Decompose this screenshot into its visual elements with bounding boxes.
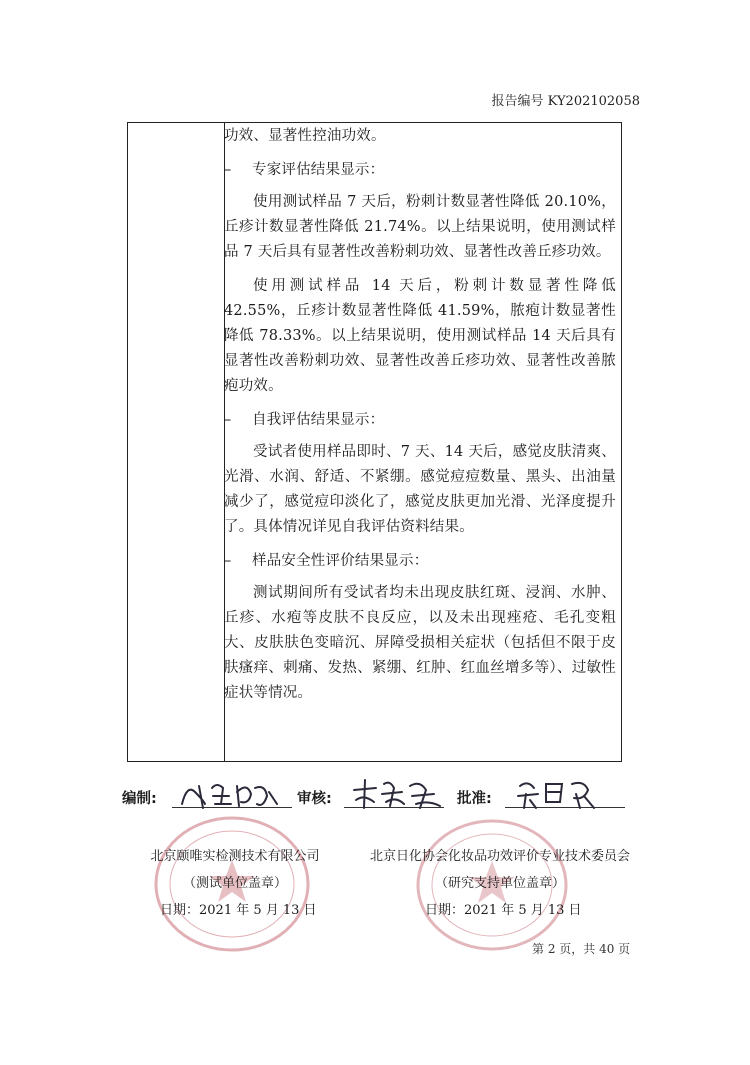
bullet-dash: – (224, 553, 232, 569)
association-name: 北京日化协会化妆品功效评价专业技术委员会 (369, 849, 630, 864)
results-content (224, 124, 616, 715)
section-heading-safety (224, 549, 616, 574)
safety-paragraph: 测试期间所有受试者均未出现皮肤红斑、浸润、水肿、丘疹、水疱等皮肤不良反应，以及未出现痤疮、毛孔变粗大、皮肤肤色变暗沉、屏障受损相关症状（包括但不限于皮肤瘙痒、刺痛、发热、紧绷、红肿、红血丝增多等）、过敏性症状等情况。 (224, 585, 616, 701)
testing-company-block (140, 845, 330, 918)
approve-label: 批准: (457, 791, 492, 807)
intro-line: 功效、显著性控油功效。 (224, 128, 386, 144)
review-label: 审核: (297, 791, 332, 807)
testing-company-date: 日期：2021 年 5 月 13 日 (160, 903, 317, 918)
self-paragraph: 受试者使用样品即时、7 天、14 天后，感觉皮肤清爽、光滑、水润、舒适、不紧绷。感觉痘痘数量、黑头、出油量减少了，感觉痘印淡化了，感觉皮肤更加光滑、光泽度提升了。具体情况详见自我评估资料结果。 (224, 444, 616, 535)
section-title: 专家评估结果显示： (252, 162, 385, 178)
page-number: 第 2 页，共 40 页 (532, 942, 631, 956)
association-block (360, 845, 640, 918)
bullet-dash: – (224, 412, 232, 428)
testing-company-role: （测试单位盖章） (182, 876, 287, 891)
section-title: 自我评估结果显示： (252, 412, 385, 428)
bullet-dash: – (224, 162, 232, 178)
report-number: 报告编号 KY202102058 (491, 94, 640, 109)
section-title: 样品安全性评价结果显示： (252, 553, 429, 569)
expert-paragraph-7day: 使用测试样品 7 天后，粉刺计数显著性降低 20.10%，丘疹计数显著性降低 21.74%。以上结果说明，使用测试样品 7 天后具有显著性改善粉刺功效、显著性改善丘疹功效。 (224, 194, 616, 260)
expert-paragraph-14day: 使用测试样品 14 天后，粉刺计数显著性降低 42.55%，丘疹计数显著性降低 41.59%，脓疱计数显著性降低 78.33%。以上结果说明，使用测试样品 14 天后具有显著性改善粉刺功效、显著性改善丘疹功效、显著性改善脓疱功效。 (224, 278, 616, 394)
section-heading-expert (224, 158, 616, 183)
testing-company-name: 北京颐唯实检测技术有限公司 (150, 849, 320, 864)
section-heading-self (224, 408, 616, 433)
compile-label: 编制: (122, 791, 157, 807)
association-date: 日期：2021 年 5 月 13 日 (425, 903, 582, 918)
reviewer-signature (350, 774, 450, 814)
association-role: （研究支持单位盖章） (434, 876, 565, 891)
compiler-signature (177, 774, 287, 814)
signature-row (122, 780, 630, 810)
approver-signature (514, 774, 604, 814)
